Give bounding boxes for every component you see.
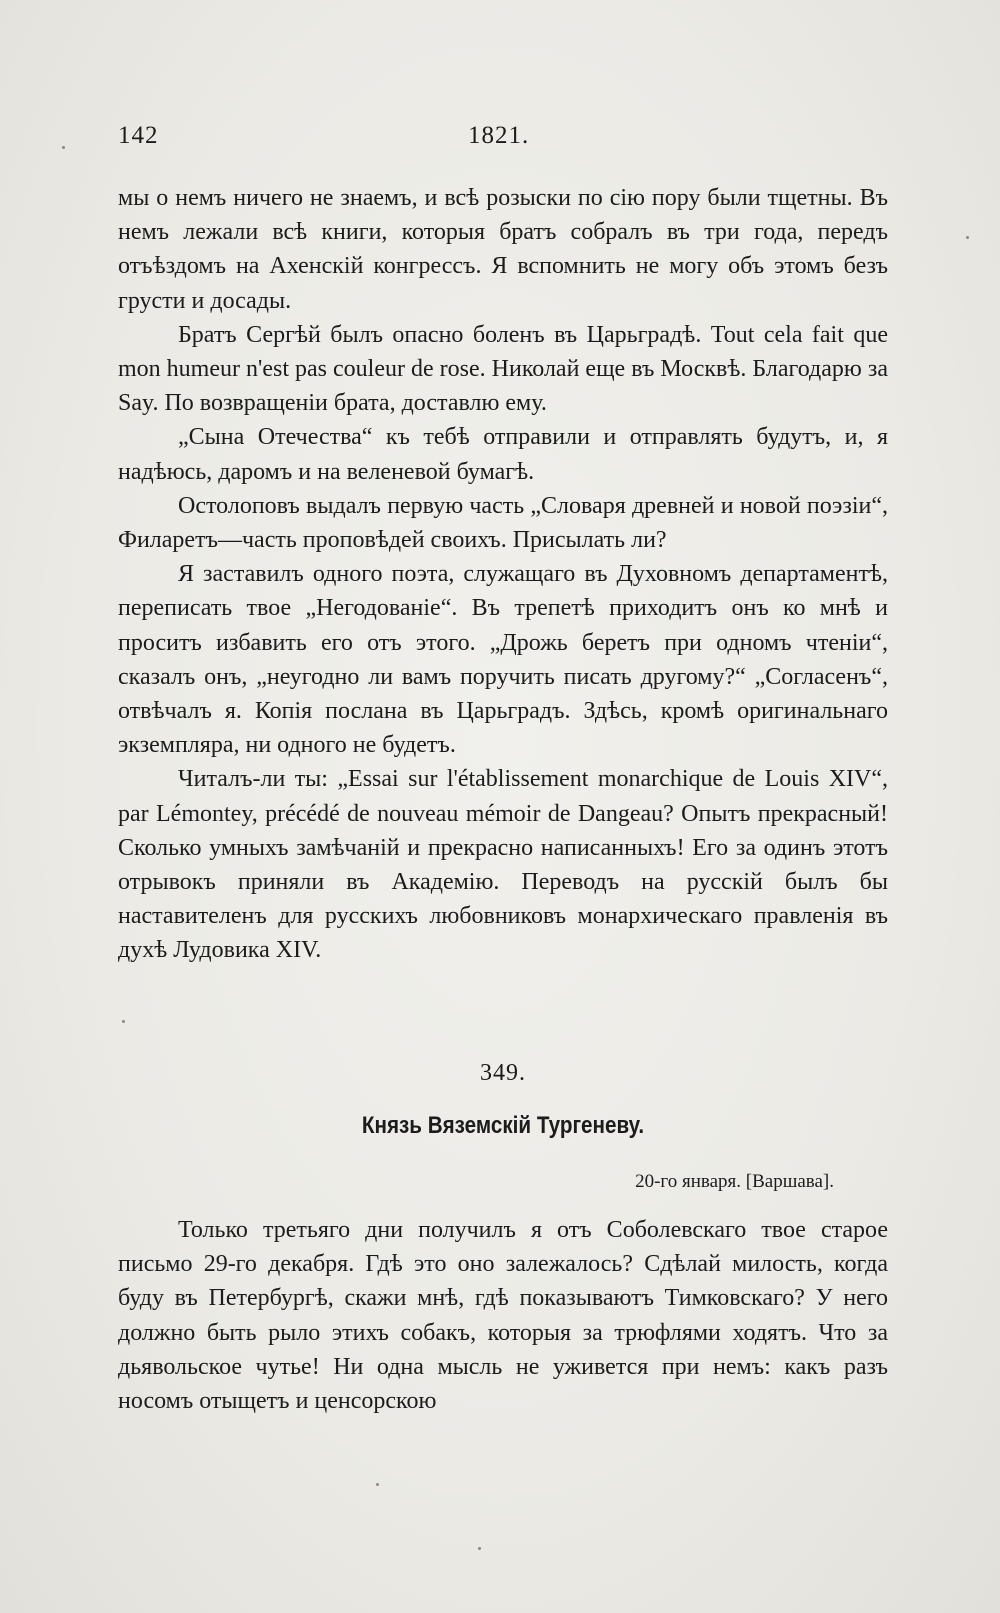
letter-title: Князь Вяземскій Тургеневу. — [361, 1112, 645, 1139]
letter-continuation-text — [118, 181, 888, 968]
letter-number: 349. — [480, 1060, 526, 1086]
paper-speck — [122, 1020, 125, 1023]
paragraph: мы о немъ ничего не знаемъ, и всѣ розыски по сію пору были тщетны. Въ немъ лежали всѣ книги, которыя братъ собралъ въ три года, передъ отъѣздомъ на Ахенскій конгрессъ. Я вспомнить не могу объ этомъ безъ грусти и досады. — [118, 185, 888, 314]
paragraph: „Сына Отечества“ къ тебѣ отправили и отправлять будутъ, и, я надѣюсь, даромъ и на веленевой бумагѣ. — [118, 424, 888, 485]
paper-speck — [966, 236, 969, 239]
running-head — [118, 122, 888, 162]
paragraph: Я заставилъ одного поэта, служащаго въ Духовномъ департаментѣ, переписать твое „Негодованіе“. Въ трепетѣ приходитъ онъ ко мнѣ и проситъ избавить его отъ этого. „Дрожь беретъ при одномъ чтеніи“, сказалъ онъ, „неугодно ли вамъ поручить писать другому?“ „Согласенъ“, отвѣчалъ я. Копія послана въ Царьградъ. Здѣсь, кромѣ оригинальнаго экземпляра, ни одного не будетъ. — [118, 561, 888, 759]
paragraph: Только третьяго дни получилъ я отъ Соболевскаго твое старое письмо 29-го декабря. Гдѣ это оно залежалось? Сдѣлай милость, когда буду въ Петербургѣ, скажи мнѣ, гдѣ показываютъ Тимковскаго? У него должно быть рыло этихъ собакъ, которыя за трюфлями ходятъ. Что за дьявольское чутье! Ни одна мысль не уживется при немъ: какъ разъ носомъ отыщетъ и ценсорскою — [118, 1217, 888, 1415]
header-year: 1821. — [468, 122, 530, 149]
paragraph: Читалъ-ли ты: „Essai sur l'établissement monarchique de Louis XIV“, par Lémontey, précédé de nouveau mémoir de Dangeau? Опытъ прекрасный! Сколько умныхъ замѣчаній и прекрасно написанныхъ! Его за одинъ этотъ отрывокъ приняли въ Академію. Переводъ на русскій былъ бы наставителенъ для русскихъ любовниковъ монархическаго правленія въ духѣ Лудовика XIV. — [118, 766, 888, 964]
paper-speck — [376, 1483, 379, 1486]
page-number: 142 — [118, 122, 159, 149]
paper-speck — [478, 1547, 481, 1550]
paragraph: Братъ Сергѣй былъ опасно боленъ въ Царьградѣ. Tout cela fait que mon humeur n'est pas couleur de rose. Николай еще въ Москвѣ. Благодарю за Say. По возвращеніи брата, доставлю ему. — [118, 321, 888, 417]
paper-speck — [62, 146, 65, 149]
paragraph: Остолоповъ выдалъ первую часть „Словаря древней и новой поэзіи“, Филаретъ—часть проповѣдей своихъ. Присылать ли? — [118, 492, 888, 554]
letter-date: 20-го января. [Варшава]. — [635, 1171, 834, 1192]
letter-body — [118, 1213, 888, 1418]
